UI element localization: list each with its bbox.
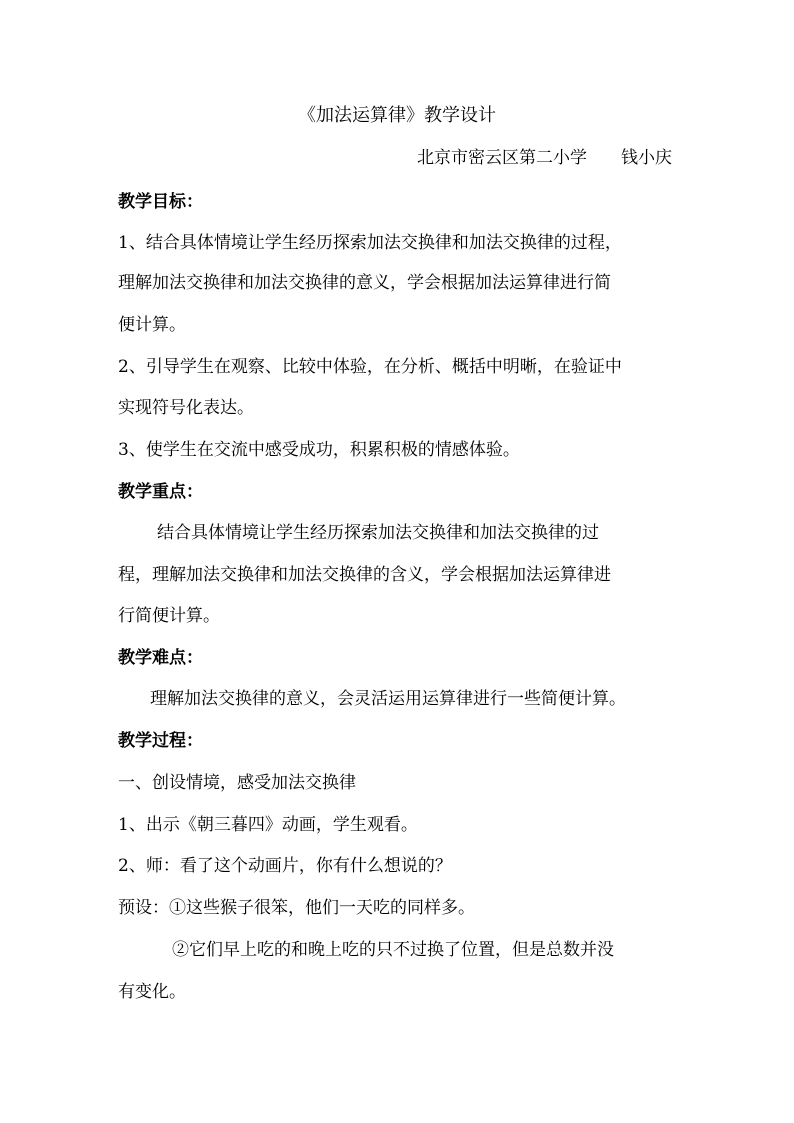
objective-1-line-1: 1、结合具体情境让学生经历探索加法交换律和加法交换律的过程， bbox=[118, 233, 622, 253]
author-line bbox=[417, 146, 672, 170]
preset-2-line-2: 有变化。 bbox=[118, 982, 186, 1002]
preset-1: 预设：①这些猴子很笨，他们一天吃的同样多。 bbox=[118, 898, 475, 918]
process-heading: 教学过程： bbox=[118, 731, 203, 751]
document-title: 《加法运算律》教学设计 bbox=[298, 105, 496, 126]
preset-2-line-1: ②它们早上吃的和晚上吃的只不过换了位置，但是总数并没 bbox=[172, 940, 614, 960]
author-name: 钱小庆 bbox=[621, 148, 672, 168]
key-points-line-1: 结合具体情境让学生经历探索加法交换律和加法交换律的过 bbox=[157, 523, 599, 543]
objective-3: 3、使学生在交流中感受成功，积累积极的情感体验。 bbox=[118, 440, 520, 460]
difficulty-heading: 教学难点： bbox=[118, 648, 203, 668]
step-1: 1、出示《朝三暮四》动画，学生观看。 bbox=[118, 815, 418, 835]
objective-1-line-3: 便计算。 bbox=[118, 315, 186, 335]
objective-1-line-2: 理解加法交换律和加法交换律的意义，学会根据加法运算律进行简 bbox=[118, 273, 611, 293]
key-points-line-3: 行简便计算。 bbox=[118, 606, 220, 626]
key-points-heading: 教学重点： bbox=[118, 482, 203, 502]
key-points-line-2: 程，理解加法交换律和加法交换律的含义，学会根据加法运算律进 bbox=[118, 565, 611, 585]
section-1-title: 一、创设情境，感受加法交换律 bbox=[118, 773, 356, 793]
objective-2-line-2: 实现符号化表达。 bbox=[118, 398, 254, 418]
step-2: 2、师：看了这个动画片，你有什么想说的？ bbox=[118, 856, 452, 876]
author-school: 北京市密云区第二小学 bbox=[417, 148, 587, 168]
objectives-heading: 教学目标： bbox=[118, 192, 203, 212]
objective-2-line-1: 2、引导学生在观察、比较中体验，在分析、概括中明晰，在验证中 bbox=[118, 357, 622, 377]
difficulty-text: 理解加法交换律的意义，会灵活运用运算律进行一些简便计算。 bbox=[150, 689, 626, 709]
